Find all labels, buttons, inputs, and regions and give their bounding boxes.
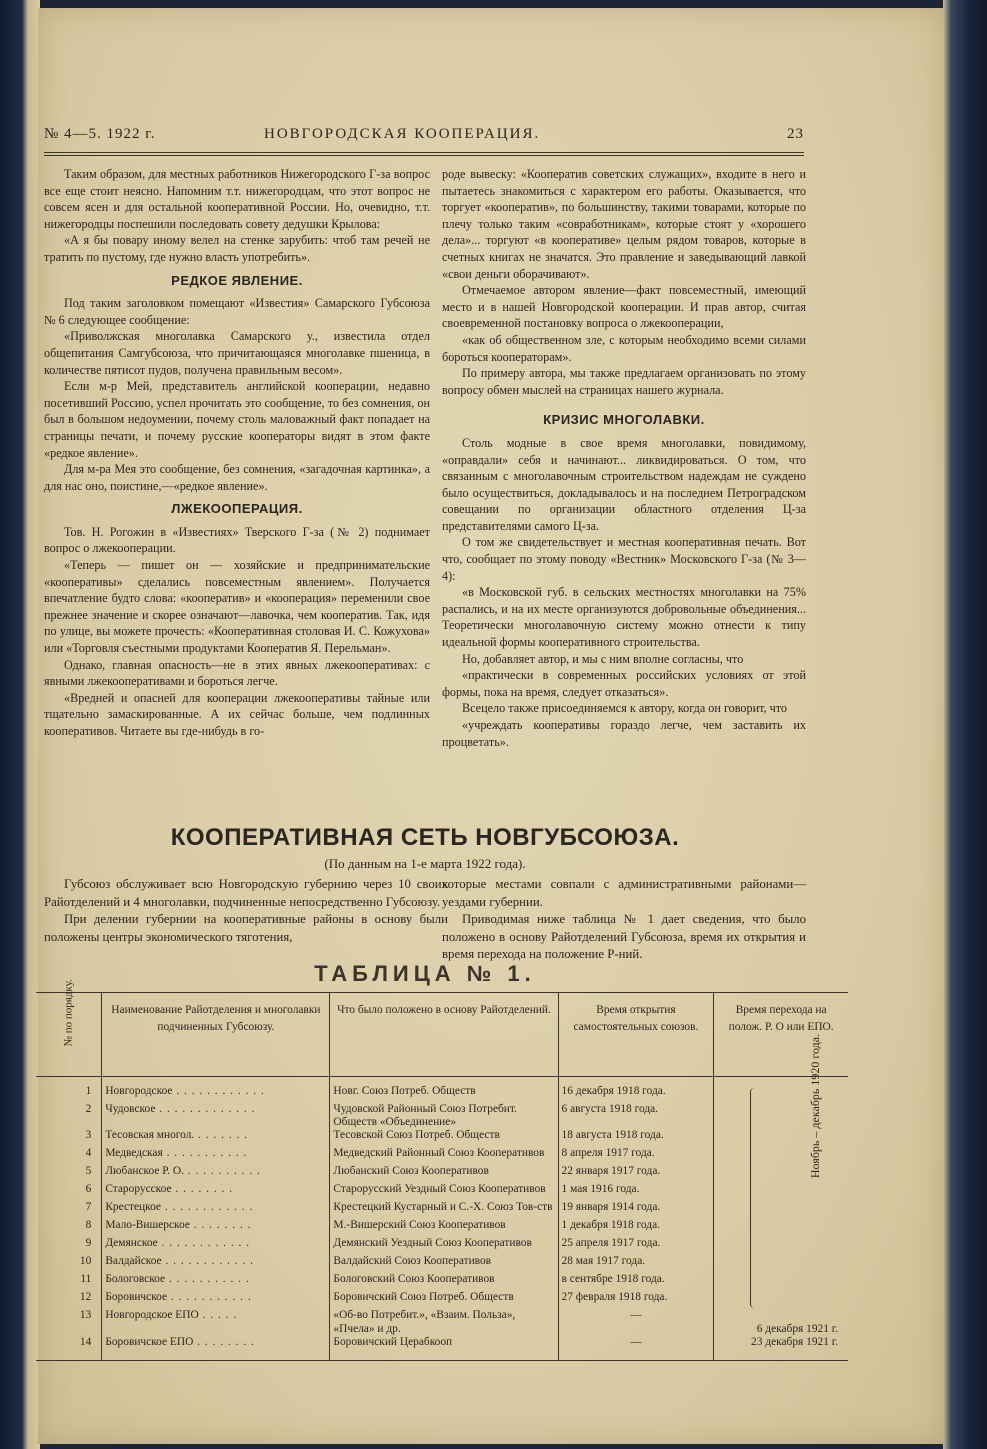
quote: «практически в современных российских условиях от этой формы, пока на время, следует отказаться».: [442, 668, 806, 699]
quote: «А я бы повару иному велел на стенке зарубить: чтоб там речей не тратить по пустому, где нужно власть употребить».: [44, 233, 430, 264]
paragraph: Но, добавляет автор, и мы с ним вполне согласны, что: [462, 651, 744, 666]
section-heading-rare: РЕДКОЕ ЯВЛЕНИЕ.: [171, 272, 303, 288]
paragraph: Столь модные в свое время многолавки, повидимому, «оправдали» себя и начинают... ликвидироваться. О том, что связанным с многолавочным строительством надеждам не суждено было осуществиться, докладывалось и на последнем Петроградском совещании по организации областного отделения Ц-за представителями самого Ц-за.: [442, 435, 806, 533]
book-binding-left: [0, 0, 40, 1449]
quote: «Теперь — пишет он — хозяйские и предпринимательские «кооперативы» сделались повсеместным явлением». Получается впечатление будто слова: «кооператив» и «кооперация» переменили свое прежнее значение и скорее означают—лавочка, чем кооператив. Так, идя по улице, вы можете прочесть: «Кооперативная столовая И. С. Кожухова» или «Торговля съестными продуктами Кооператив Я. Перельман».: [44, 558, 430, 656]
paragraph: Отмечаемое автором явление—факт повсеместный, имеющий место и в нашей Новгородской кооперации. И прав автор, считая своевременной постановку вопроса о лжекооперации,: [442, 283, 806, 331]
network-intro-right: [442, 876, 806, 964]
table-row: 1 Новгородское . . . . . . . . . . . . Новг. Союз Потреб. Обществ 16 декабря 1918 года.: [36, 1077, 848, 1104]
table-row: 7 Крестецкое . . . . . . . . . . . . Крестецкий Кустарный и С.-Х. Союз Тов-ств 19 января 1914 года.: [36, 1201, 848, 1219]
section-heading-crisis: КРИЗИС МНОГОЛАВКИ.: [543, 412, 705, 428]
network-subtitle: (По данным на 1-е марта 1922 года).: [324, 856, 526, 871]
paragraph: О том же свидетельствует и местная кооперативная печать. Вот что, сообщает по этому поводу «Вестник» Московского Г-за (№ 3—4):: [442, 535, 806, 583]
issue-number: № 4—5. 1922 г.: [44, 126, 156, 142]
paragraph: Приводимая ниже таблица № 1 дает сведения, что было положено в основу Райотделений Губсоюза, время их открытия и время перехода на положение Р-ний.: [442, 912, 806, 961]
paragraph: Однако, главная опасность—не в этих явных лжекооперативах: с явными лжекооперативами и бороться легче.: [44, 657, 430, 689]
period-bracket: [750, 1088, 761, 1308]
paragraph: Тов. Н. Рогожин в «Известиях» Тверского Г-за (№ 2) поднимает вопрос о лжекооперации.: [44, 524, 430, 556]
table-header-row: [36, 993, 848, 1077]
table-row: 12 Боровичское . . . . . . . . . . . Боровичский Союз Потреб. Обществ 27 февраля 1918 года.: [36, 1291, 848, 1309]
header-transition: Время перехода на полож. Р. О или ЕПО.: [714, 993, 848, 1077]
header-basis: Что было положено в основу Райотделений.: [330, 993, 558, 1077]
table-row: 8 Мало-Вишерское . . . . . . . . М.-Вишерский Союз Кооперативов 1 декабря 1918 года.: [36, 1219, 848, 1237]
network-title: КООПЕРАТИВНАЯ СЕТЬ НОВГУБСОЮЗА.: [170, 824, 680, 851]
paragraph: Губсоюз обслуживает всю Новгородскую губернию через 10 своих Райотделений и 4 многолавки, подчиненные непосредственно Губсоюзу.: [44, 877, 448, 909]
header-num: № по порядку.: [36, 993, 102, 1077]
table-row: 13 Новгородское ЕПО . . . . . «Об-во Потребит.», «Взаим. Польза», «Пчела» и др. — 6 декабря 1921 г.: [36, 1309, 848, 1335]
quote: «Приволжская многолавка Самарского у., известила отдел общепитания Самгубсоюза, что причитающаяся многолавке пшеница, в количестве пятисот пудов, получена правильным весом».: [44, 329, 430, 377]
header-name: Наименование Райотделения и многолавки подчиненных Губсоюзу.: [102, 993, 330, 1077]
journal-title: НОВГОРОДСКАЯ КООПЕРАЦИЯ.: [264, 126, 541, 142]
table-row: 11 Бологовское . . . . . . . . . . . Бологовский Союз Кооперативов в сентябре 1918 года.: [36, 1273, 848, 1291]
book-binding-right: [943, 0, 987, 1449]
table-title: ТАБЛИЦА № 1.: [314, 961, 536, 986]
paragraph: Таким образом, для местных работников Нижегородского Г-за вопрос все еще стоит неясно. Напомним т.т. нижегородцам, что этот вопрос не совсем ясен и для остальной кооперативной России. Но, очевидно, т.т. нижегородцы поспешили последовать совету дедушки Крылова:: [44, 167, 430, 231]
paragraph: Всецело также присоединяемся к автору, когда он говорит, что: [462, 701, 787, 716]
paragraph: Если м-р Мей, представитель английской кооперации, недавно посетивший Россию, успел прочитать это сообщение, то без сомнения, он был в большом недоумении, почему столь маловажный факт попадает на страницы печати, и почему русские кооператоры видят в этом факте «редкое явление».: [44, 379, 430, 460]
paragraph: которые местами совпали с административными районами—уездами губернии.: [442, 877, 806, 909]
left-column: [44, 166, 430, 740]
network-intro-left: [44, 876, 448, 946]
table-row: 4 Медведская . . . . . . . . . . . Медведский Районный Союз Кооперативов 8 апреля 1917 года.: [36, 1147, 848, 1165]
header-rule: [44, 152, 804, 156]
paragraph: По примеру автора, мы также предлагаем организовать по этому вопросу обмен мыслей на страницах нашего журнала.: [442, 366, 806, 397]
section-heading-pseudo-coop: ЛЖЕКООПЕРАЦИЯ.: [171, 501, 303, 517]
quote: «учреждать кооперативы гораздо легче, чем заставить их процветать».: [442, 718, 806, 749]
table-row: 14 Боровичское ЕПО . . . . . . . . Боровичский Церабкооп — 23 декабря 1921 г.: [36, 1336, 848, 1361]
paragraph: Для м-ра Мея это сообщение, без сомнения, «загадочная картинка», а для нас оно, поистине,—«редкое явление».: [44, 462, 430, 493]
table-row: 3 Тесовская многол. . . . . . . . Тесовской Союз Потреб. Обществ 18 августа 1918 года.: [36, 1129, 848, 1147]
page-number: 23: [787, 126, 804, 142]
period-note: Ноябрь – декабрь 1920 года.: [808, 1033, 822, 1179]
cooperative-table: [36, 979, 848, 1361]
table-row: 2 Чудовское . . . . . . . . . . . . . Чудовской Районный Союз Потребит. Обществ «Объединение» 6 августа 1918 года.: [36, 1103, 848, 1129]
table-row: 5 Любанское Р. О. . . . . . . . . . . Любанский Союз Кооперативов 22 января 1917 года.: [36, 1165, 848, 1183]
table-row: 10 Валдайское . . . . . . . . . . . . Валдайский Союз Кооперативов 28 мая 1917 года.: [36, 1255, 848, 1273]
paragraph: роде вывеску: «Кооператив советских служащих», входите в него и пытаетесь знакомиться с характером его работы. Оказывается, что торгует «кооператив», по большинству, такими товарами, которые по плечу только таким «совработникам», которые стоят у «хорошего дела»... торгуют «в кооперативе» целым рядом товаров, которые в счетных книгах не значатся. Это правление и заведывающий лавкой «свои деньги оборачивают».: [442, 167, 806, 281]
page-header: [44, 126, 804, 150]
header-date: Время открытия самостоятельных союзов.: [558, 993, 714, 1077]
right-column: [442, 166, 806, 750]
paragraph: Под таким заголовком помещают «Известия» Самарского Губсоюза № 6 следующее сообщение:: [44, 296, 430, 327]
quote: «Вредней и опасней для кооперации лжекооперативы тайные или тщательно замаскированные. А их сейчас больше, чем подлинных кооперативов. Читаете вы где-нибудь в го-: [44, 690, 430, 738]
table-row: 9 Демянское . . . . . . . . . . . . Демянский Уездный Союз Кооперативов 25 апреля 1917 года.: [36, 1237, 848, 1255]
paragraph: При делении губернии на кооперативные районы в основу были положены центры экономического тяготения,: [44, 912, 448, 944]
quote: «в Московской губ. в сельских местностях многолавки на 75% распались, и на их месте организуются добровольные объединения... Теоретически многолавочную систему можно отнести к типу идеальной формы кооперативного строительства.: [442, 585, 806, 650]
table-row: 6 Старорусское . . . . . . . . Старорусский Уездный Союз Кооперативов 1 мая 1916 года.: [36, 1183, 848, 1201]
quote: «как об общественном зле, с которым необходимо всеми силами бороться кооператорам».: [442, 332, 806, 364]
